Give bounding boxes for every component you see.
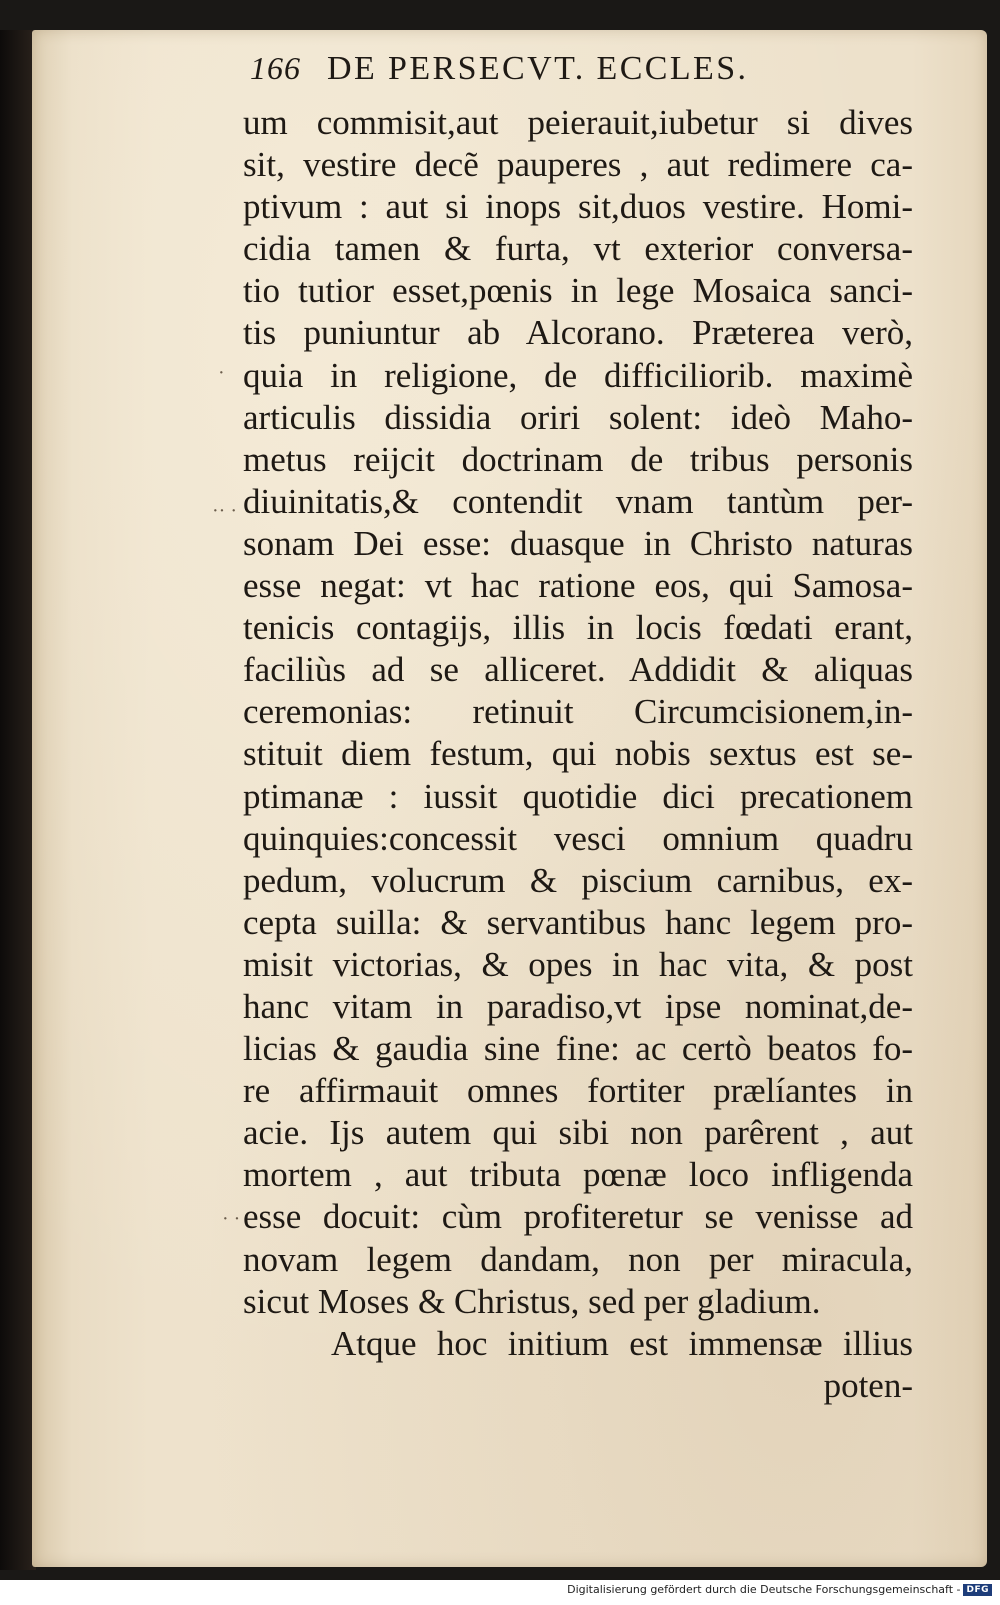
text-line: esse negat: vt hac ratione eos, qui Samosa- <box>243 566 913 606</box>
dfg-logo: DFG <box>963 1584 992 1596</box>
text-line: articulis dissidia oriri solent: ideò Maho- <box>243 397 913 437</box>
text-line: re affirmauit omnes fortiter prælíantes in <box>243 1071 913 1111</box>
margin-mark: ·· · <box>212 500 237 522</box>
text-line: stituit diem festum, qui nobis sextus est se- <box>243 734 913 774</box>
footer-text: Digitalisierung gefördert durch die Deutsche Forschungsgemeinschaft - <box>567 1583 961 1596</box>
body-text <box>243 102 913 1407</box>
running-title: DE PERSECVT. ECCLES. <box>327 50 749 87</box>
text-line: ptivum : aut si inops sit,duos vestire. Homi- <box>243 187 913 227</box>
text-line: cidia tamen & furta, vt exterior conversa- <box>243 229 913 269</box>
text-line: cepta suilla: & servantibus hanc legem pro- <box>243 902 913 942</box>
footer-credit <box>567 1583 992 1596</box>
page-number: 166 <box>250 50 301 86</box>
text-line: ptimanæ : iussit quotidie dici precationem <box>243 776 913 816</box>
text-line: pedum, volucrum & piscium carnibus, ex- <box>243 860 913 900</box>
digitization-footer <box>0 1580 1000 1605</box>
text-line: sit, vestire decẽ pauperes , aut redimere ca- <box>243 145 913 185</box>
text-line: um commisit,aut peierauit,iubetur si dives <box>243 103 913 142</box>
text-line: tis puniuntur ab Alcorano. Præterea verò, <box>243 313 913 353</box>
text-line: tio tutior esset,pœnis in lege Mosaica sanci- <box>243 271 913 311</box>
text-line: mortem , aut tributa pœnæ loco infligenda <box>243 1155 913 1195</box>
text-line: novam legem dandam, non per miracula, <box>243 1239 913 1279</box>
margin-mark: · · <box>222 1208 241 1230</box>
text-line: faciliùs ad se alliceret. Addidit & aliquas <box>243 650 913 690</box>
text-line: hanc vitam in paradiso,vt ipse nominat,de- <box>243 986 913 1026</box>
book-page <box>32 30 987 1567</box>
running-head <box>250 50 850 100</box>
margin-mark: · <box>218 362 225 384</box>
text-line: ceremonias: retinuit Circumcisionem,in- <box>243 692 913 732</box>
binding-shadow <box>0 30 36 1570</box>
text-line: misit victorias, & opes in hac vita, & post <box>243 944 913 984</box>
text-line: esse docuit: cùm profiteretur se venisse ad <box>243 1197 913 1237</box>
page-content <box>32 30 987 1567</box>
text-line: quinquies:concessit vesci omnium quadru <box>243 818 913 858</box>
text-line: licias & gaudia sine fine: ac certò beatos fo- <box>243 1029 913 1069</box>
text-line: diuinitatis,& contendit vnam tantùm per- <box>243 481 913 521</box>
catchword: poten- <box>823 1365 913 1405</box>
text-line: sonam Dei esse: duasque in Christo naturas <box>243 523 913 563</box>
text-line: acie. Ijs autem qui sibi non parêrent , aut <box>243 1113 913 1153</box>
text-line: metus reijcit doctrinam de tribus personis <box>243 439 913 479</box>
paragraph-end-line: sicut Moses & Christus, sed per gladium. <box>243 1281 821 1321</box>
text-line: tenicis contagijs, illis in locis fœdati erant, <box>243 608 913 648</box>
text-line: quia in religione, de difficiliorib. maximè <box>243 355 913 395</box>
paragraph-start-line: Atque hoc initium est immensæ illius <box>331 1323 913 1363</box>
